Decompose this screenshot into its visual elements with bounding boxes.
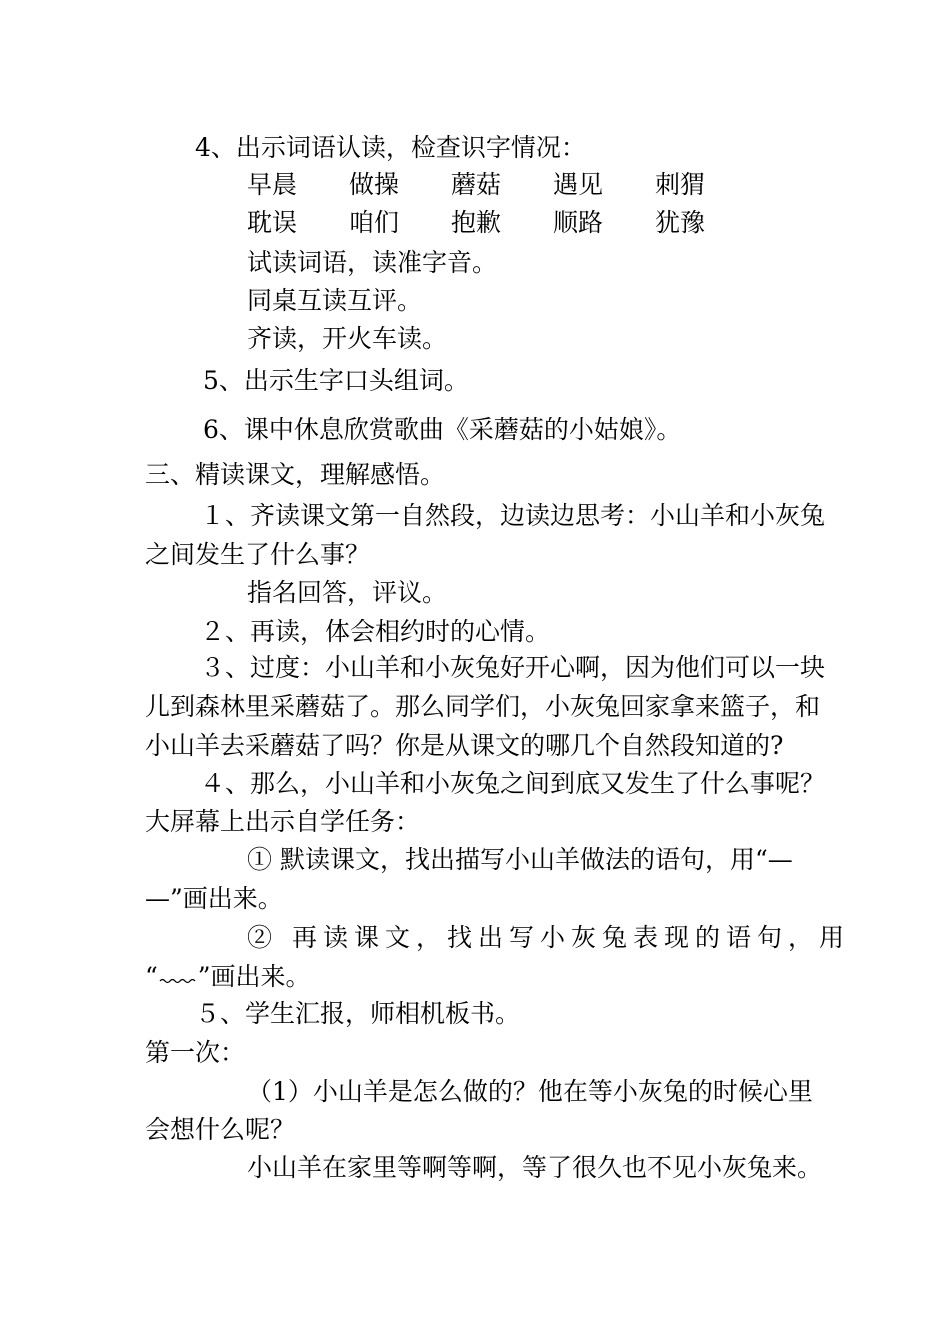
paragraph-line: ４、那么，小山羊和小灰兔之间到底又发生了什么事呢？ (200, 769, 826, 798)
paragraph-line: 儿到森林里采蘑菇了。那么同学们，小灰兔回家拿来篮子，和 (145, 692, 821, 721)
paragraph-line: ３、过度：小山羊和小灰兔好开心啊，因为他们可以一块 (200, 653, 826, 682)
paragraph-line: 小山羊去采蘑菇了吗？你是从课文的哪几个自然段知道的? (145, 731, 784, 760)
paragraph-line: 之间发生了什么事？ (145, 540, 371, 569)
part3-heading: 三、精读课文，理解感悟。 (145, 460, 446, 489)
task-line (145, 960, 311, 994)
vocab-word: 咱们 (349, 208, 400, 237)
open-quote: “ (145, 962, 158, 991)
vocab-word: 蘑菇 (451, 170, 502, 199)
paragraph-line: 第一次： (145, 1038, 246, 1067)
section5-text: 5、出示生字口头组词。 (203, 366, 469, 395)
vocab-word: 遇见 (553, 170, 604, 199)
paragraph-line: ５、学生汇报，师相机板书。 (195, 999, 521, 1028)
step-text: 同桌互读互评。 (247, 286, 423, 315)
vocab-word: 犹豫 (655, 208, 706, 237)
paragraph-line: （1）小山羊是怎么做的？他在等小灰兔的时候心里 (247, 1077, 813, 1106)
paragraph-line: 大屏幕上出示自学任务： (145, 807, 421, 836)
task-line: ① 默读课文，找出描写小山羊做法的语句，用“— (247, 845, 793, 874)
vocab-word: 早晨 (247, 170, 298, 199)
paragraph-line: 指名回答，评议。 (247, 578, 448, 607)
vocab-word: 耽误 (247, 208, 298, 237)
paragraph-line: ２、再读，体会相约时的心情。 (200, 617, 551, 646)
section4-heading: 4、出示词语认读，检查识字情况： (195, 133, 586, 162)
task-line: ② 再读课文，找出写小灰兔表现的语句，用 (247, 923, 850, 952)
step-text: 试读词语，读准字音。 (247, 248, 498, 277)
vocab-word: 顺路 (553, 208, 604, 237)
paragraph-line: １、齐读课文第一自然段，边读边思考：小山羊和小灰兔 (200, 501, 826, 530)
wavy-underline-icon (158, 965, 198, 985)
step-text: 齐读，开火车读。 (247, 324, 448, 353)
paragraph-line: 小山羊在家里等啊等啊，等了很久也不见小灰兔来。 (247, 1153, 823, 1182)
close-text: ”画出来。 (197, 962, 311, 991)
vocab-word: 刺猬 (655, 170, 706, 199)
paragraph-line: 会想什么呢？ (145, 1115, 296, 1144)
vocab-word: 做操 (349, 170, 400, 199)
section6-text: 6、课中休息欣赏歌曲《采蘑菇的小姑娘》。 (203, 415, 682, 444)
task-line: —”画出来。 (145, 884, 283, 913)
vocab-word: 抱歉 (451, 208, 502, 237)
